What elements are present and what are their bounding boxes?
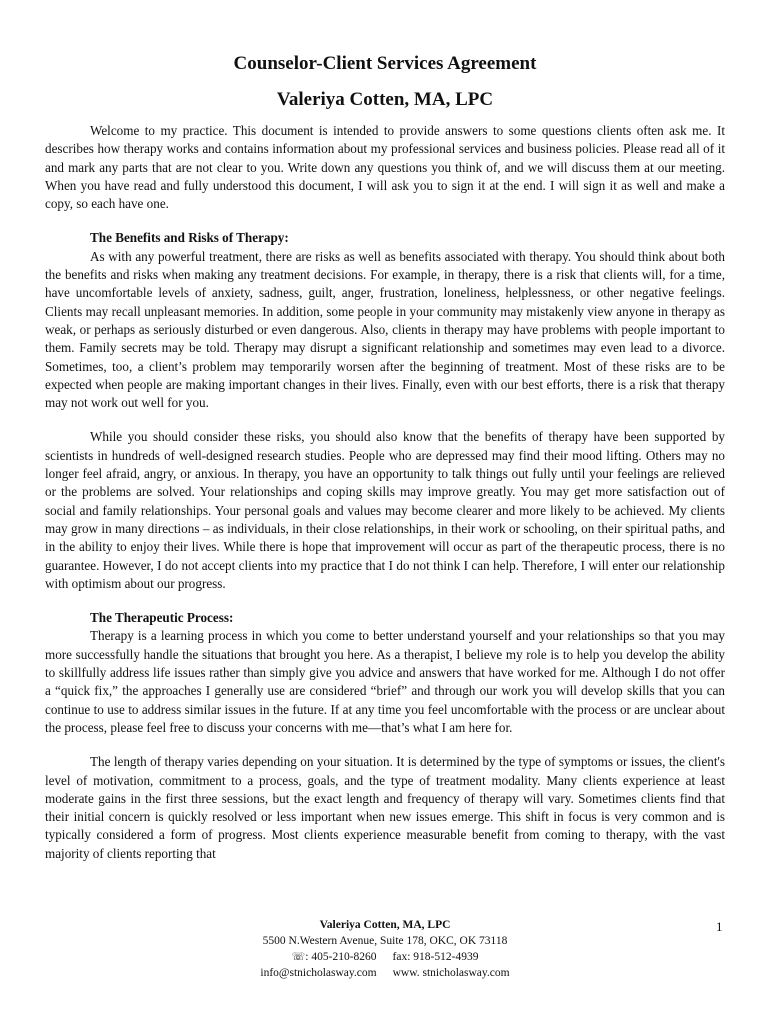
- section-heading-therapeutic-process: The Therapeutic Process:: [90, 610, 234, 626]
- footer-fax: fax: 918-512-4939: [392, 951, 479, 964]
- body-paragraph: Therapy is a learning process in which you come to better understand yourself and your relationships so that you may more successfully handle the situations that brought you here. As a therapist, I believe my role is to help you develop the ability to skillfully address life issues rather than simply give you advice and answers that have worked for me. Although I do not offer a “quick fix,” the approaches I generally use are considered “brief” and through our work you will develop skills that you can continue to use to address similar issues in the future. If at any time you feel uncomfortable with the process or are unclear about the process, please feel free to discuss your concerns with me—that’s what I am here for.: [45, 628, 725, 735]
- document-subtitle: Valeriya Cotten, MA, LPC: [276, 89, 494, 110]
- intro-paragraph: Welcome to my practice. This document is intended to provide answers to some questions clients often ask me. It describes how therapy works and contains information about my professional services and business policies. Please read all of it and mark any parts that are not clear to you. Write down any questions you think of, and we will discuss them at our meeting. When you have read and fully understood this document, I will ask you to sign it at the end. I will sign it as well and make a copy, so each have one.: [45, 123, 725, 212]
- document-page: [45, 52, 725, 863]
- section-heading-benefits-risks: The Benefits and Risks of Therapy:: [90, 230, 289, 246]
- body-paragraph: The length of therapy varies depending on your situation. It is determined by the type of symptoms or issues, the client's level of motivation, commitment to a process, goals, and the type of treatment modality. Many clients experience at least moderate gains in the first three sessions, but the exact length and frequency of therapy will vary. Sometimes clients find that their initial concern is quickly resolved or less important when new issues emerge. This shift in focus is very common and is typically considered a form of progress. Most clients experience measurable benefit from coming to therapy, with the vast majority of clients reporting that: [45, 754, 725, 861]
- footer-email[interactable]: info@stnicholasway.com: [260, 966, 377, 979]
- body-paragraph: As with any powerful treatment, there are risks as well as benefits associated with therapy. You should think about both the benefits and risks when making any treatment decisions. For example, in therapy, there is a risk that clients will, for a time, have uncomfortable levels of anxiety, sadness, guilt, anger, frustration, loneliness, helplessness, or other negative feelings. Clients may recall unpleasant memories. In addition, some people in your community may mistakenly view anyone in therapy as weak, or perhaps as seriously disturbed or even dangerous. Also, clients in therapy may have problems with people important to them. Family secrets may be told. Therapy may disrupt a significant relationship and sometimes may even lead to a divorce. Sometimes, too, a client’s problem may temporarily worsen after the beginning of treatment. Most of these risks are to be expected when people are making important changes in their lives. Finally, even with our best efforts, there is a risk that therapy may not work out well for you.: [45, 248, 725, 411]
- footer-contact-line: [0, 949, 770, 966]
- page-number: 1: [716, 919, 723, 934]
- footer-name: Valeriya Cotten, MA, LPC: [319, 919, 451, 931]
- footer-phone: : 405-210-8260: [305, 951, 377, 964]
- body-paragraph: While you should consider these risks, you should also know that the benefits of therapy have been supported by scientists in hundreds of well-designed research studies. People who are depressed may find their mood lifting. Others may no longer feel afraid, angry, or anxious. In therapy, you have an opportunity to talk things out fully until your feelings are relieved or the problems are solved. Your relationships and coping skills may improve greatly. You may get more satisfaction out of social and family relationships. Your personal goals and values may become clearer and more likely to be achieved. My clients may grow in many directions – as individuals, in their close relationships, in their work or schooling, on their spiritual paths, and in the ability to enjoy their lives. While there is hope that improvement will occur as part of the therapeutic process, there is no guarantee. However, I do not accept clients into my practice that I do not think I can help. Therefore, I will enter our relationship with optimism about our progress.: [45, 429, 725, 591]
- document-title: Counselor-Client Services Agreement: [233, 53, 537, 74]
- footer-address: 5500 N.Western Avenue, Suite 178, OKC, OK 73118: [262, 934, 508, 947]
- telephone-icon: ☏: [291, 950, 306, 964]
- footer-website[interactable]: www. stnicholasway.com: [392, 966, 510, 979]
- footer-web-line: [0, 966, 770, 982]
- page-footer: [0, 918, 770, 981]
